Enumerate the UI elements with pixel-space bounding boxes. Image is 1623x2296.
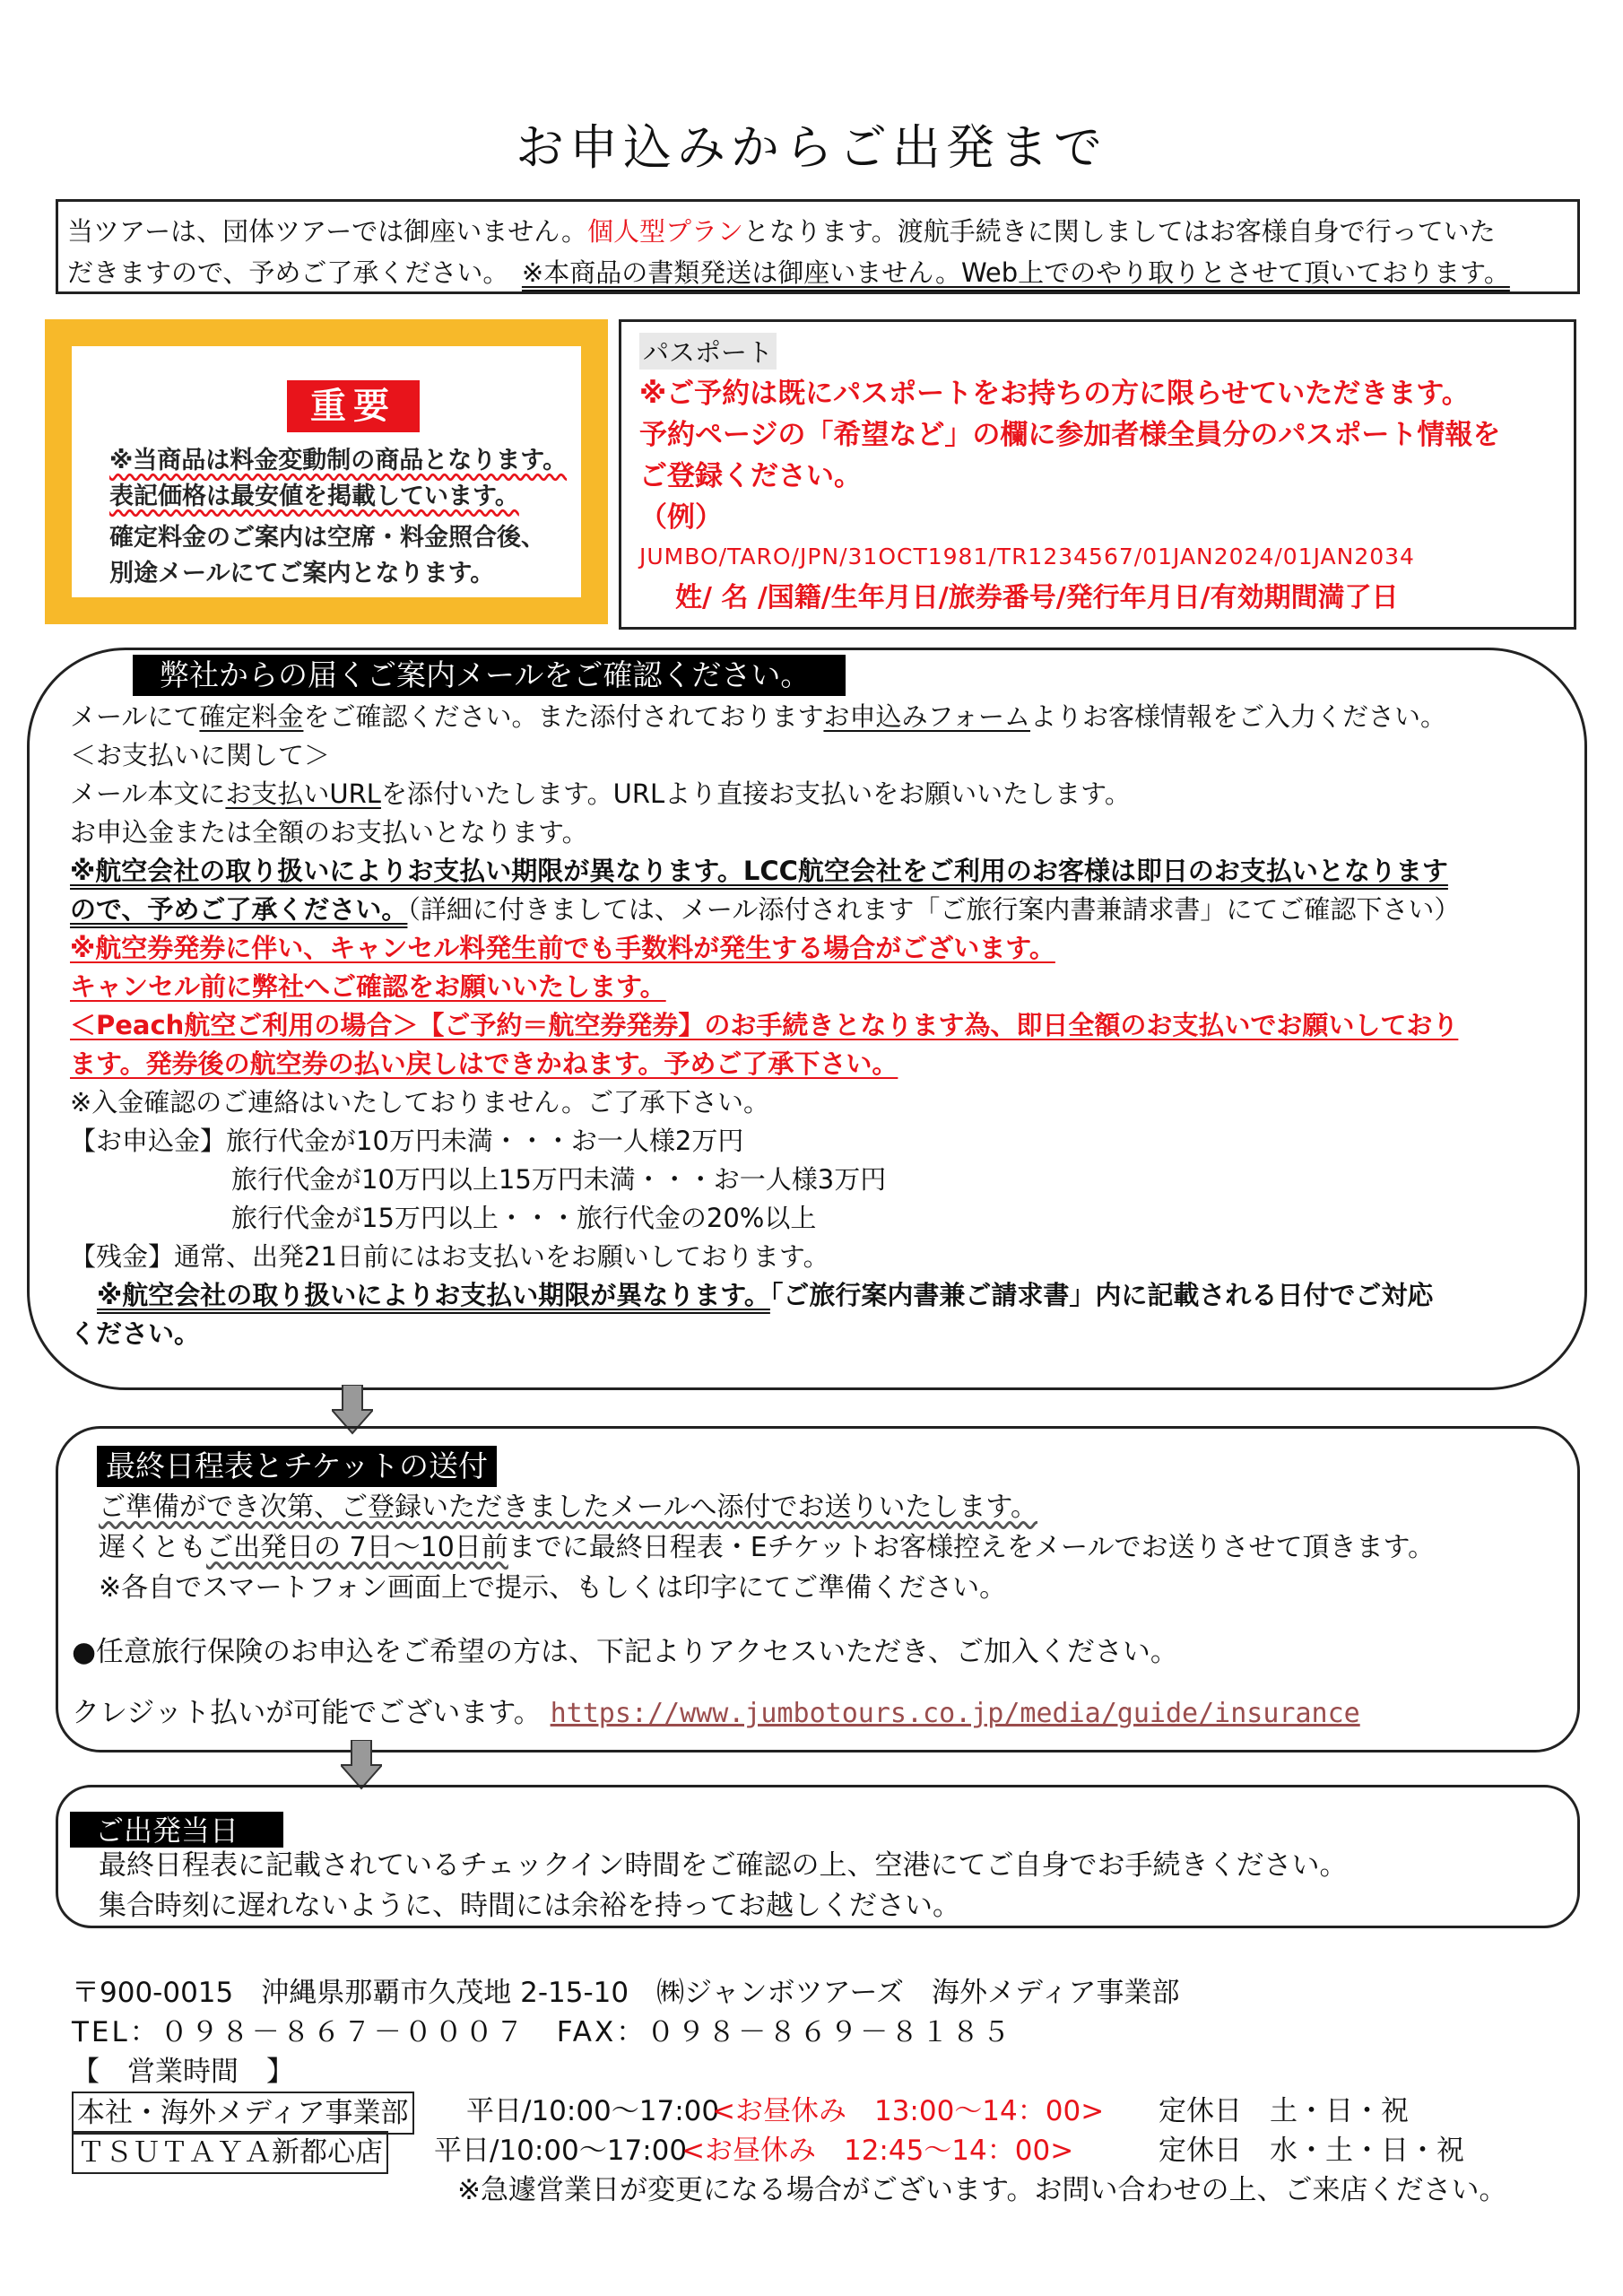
down-arrow-icon [341, 1740, 382, 1790]
mail-text: ※入金確認のご連絡はいたしておりません。ご了承下さい。 [70, 1087, 770, 1118]
page-title: お申込みからご出発まで [516, 119, 1107, 176]
ticket-body [99, 1487, 1569, 1608]
hours-heading: 【 営業時間 】 [72, 2056, 294, 2088]
no-document-notice: ※本商品の書類発送は御座いません。Web上でのやり取りとさせて頂いております。 [521, 257, 1510, 288]
mail-text: お申込金または全額のお支払いとなります。 [70, 817, 588, 848]
passport-legend: 姓/ 名 /国籍/生年月日/旅券番号/発行年月日/有効期間満了日 [675, 582, 1399, 613]
office-row [72, 2131, 1596, 2170]
airline-payment-notice: ので、予めご了承ください。 [70, 894, 408, 925]
ticket-text: までに最終日程表・Eチケットお客様控えをメールでお送りさせて頂きます。 [508, 1532, 1436, 1563]
insurance-line: ●任意旅行保険のお申込をご希望の方は、下記よりアクセスいただき、ご加入ください。 [72, 1636, 1178, 1668]
deadline-text: ご出発日の 7日～10日前 [206, 1532, 508, 1563]
mail-text: （詳細に付きましては、メール添付されます「ご旅行案内書兼請求書」にてご確認下さい） [407, 894, 1461, 925]
mail-body [70, 698, 1541, 1353]
peach-notice: ＜Peach航空ご利用の場合＞【ご予約＝航空券発券】のお手続きとなります為、即日全額のお支払いでお願いしており [70, 1010, 1459, 1040]
mail-text: ください。 [70, 1318, 201, 1349]
important-line: ※当商品は料金変動制の商品となります。 [109, 447, 568, 474]
office-hours: 平日/10:00～17:00 [466, 2095, 720, 2127]
deposit-line: 旅行代金が10万円以上15万円未満・・・お一人様3万円 [231, 1164, 887, 1195]
office-name: ＴＳＵＴＡＹＡ新都心店 [72, 2131, 388, 2174]
passport-line: 予約ページの「希望など」の欄に参加者様全員分のパスポート情報を [639, 419, 1501, 451]
important-panel [72, 346, 581, 597]
company-footer [72, 1973, 1596, 2210]
passport-body [639, 373, 1556, 538]
intro-text: となります。渡航手続きに関しましてはお客様自身で行っていた [743, 216, 1496, 247]
mail-text: 「ご旅行案内書兼ご請求書」内に記載される日付でご対応 [769, 1280, 1434, 1310]
cancel-fee-notice: ※航空券発券に伴い、キャンセル料発生前でも手数料が発生する場合がございます。 [70, 933, 1055, 963]
closed-days: 定休日 水・土・日・祝 [1159, 2135, 1464, 2167]
passport-example: JUMBO/TARO/JPN/31OCT1981/TR1234567/01JAN2024/01JAN2034 [639, 544, 1415, 570]
intro-text: 当ツアーは、団体ツアーでは御座いません。 [67, 216, 588, 247]
passport-notice [619, 319, 1576, 630]
departure-line: 集合時刻に遅れないように、時間には余裕を持ってお越しください。 [99, 1890, 960, 1922]
intro-notice [56, 199, 1580, 294]
mail-text: よりお客様情報をご入力ください。 [1030, 701, 1447, 732]
passport-line: ※ご予約は既にパスポートをお持ちの方に限らせていただきます。 [639, 378, 1470, 410]
important-line: 表記価格は最安値を掲載しています。 [109, 483, 519, 510]
departure-line: 最終日程表に記載されているチェックイン時間をご確認の上、空港にてご自身でお手続きください。 [99, 1849, 1348, 1882]
insurance-info [72, 1622, 1578, 1744]
passport-line: （例） [639, 501, 723, 534]
ticket-text: 遅くとも [99, 1532, 206, 1563]
lunch-break: <お昼休み 13:00～14：00> [712, 2095, 1105, 2127]
mail-heading: 弊社からの届くご案内メールをご確認ください。 [133, 655, 846, 696]
mail-text: メールにて [70, 701, 200, 732]
airline-payment-notice: ※航空会社の取り扱いによりお支払い期限が異なります。LCC航空会社をご利用のお客様は即日のお支払いとなります [70, 856, 1448, 886]
departure-body [99, 1846, 1569, 1926]
peach-notice: ます。発券後の航空券の払い戻しはできかねます。予めご了承下さい。 [70, 1048, 898, 1079]
phone-fax: TEL：０９８－８６７－０００７ FAX：０９８－８６９－８１８５ [72, 2016, 1013, 2048]
important-badge: 重要 [287, 380, 420, 432]
passport-line: ご登録ください。 [639, 460, 862, 492]
insurance-line: クレジット払いが可能でございます。 [72, 1697, 542, 1729]
insurance-link[interactable]: https://www.jumbotours.co.jp/media/guide/insurance [550, 1698, 1360, 1729]
office-name: 本社・海外メディア事業部 [72, 2092, 414, 2135]
payment-url-text: お支払いURL [225, 778, 381, 809]
address: 〒900-0015 沖縄県那覇市久茂地 2-15-10 ㈱ジャンボツアーズ 海外メディア事業部 [72, 1977, 1180, 2009]
mail-text: をご確認ください。また添付されております [303, 701, 824, 732]
closed-days: 定休日 土・日・祝 [1159, 2095, 1409, 2127]
balance-line: 【残金】通常、出発21日前にはお支払いをお願いしております。 [70, 1241, 829, 1272]
important-notice [45, 319, 608, 624]
important-lines [109, 443, 594, 592]
airline-payment-notice: ※航空会社の取り扱いによりお支払い期限が異なります。 [97, 1280, 770, 1310]
office-row [72, 2092, 1596, 2131]
lunch-break: <お昼休み 12:45～14：00> [681, 2135, 1074, 2167]
application-form-text: お申込みフォーム [823, 701, 1031, 732]
departure-heading: ご出発当日 [70, 1812, 283, 1848]
hours-note: ※急遽営業日が変更になる場合がございます。お問い合わせの上、ご来店ください。 [457, 2174, 1507, 2206]
important-line: 確定料金のご案内は空席・料金照合後、 [109, 524, 545, 552]
ticket-line: ※各自でスマートフォン画面上で提示、もしくは印字にてご準備ください。 [99, 1572, 1007, 1604]
ticket-line: ご準備ができ次第、ご登録いただきましたメールへ添付でお送りいたします。 [99, 1492, 1037, 1523]
ticket-heading: 最終日程表とチケットの送付 [97, 1446, 497, 1487]
passport-heading: パスポート [639, 333, 777, 370]
deposit-line: 【お申込金】旅行代金が10万円未満・・・お一人様2万円 [70, 1126, 744, 1156]
deposit-line: 旅行代金が15万円以上・・・旅行代金の20%以上 [231, 1203, 817, 1233]
payment-heading: ＜お支払いに関して＞ [70, 740, 331, 770]
mail-text: メール本文に [70, 778, 226, 809]
intro-text: だきますので、予めご了承ください。 [67, 257, 522, 288]
cancel-fee-notice: キャンセル前に弊社へご確認をお願いいたします。 [70, 971, 666, 1002]
office-hours: 平日/10:00～17:00 [434, 2135, 688, 2167]
important-line: 別途メールにてご案内となります。 [109, 560, 495, 587]
individual-plan-text: 個人型プラン [587, 216, 744, 247]
mail-text: を添付いたします。URLより直接お支払いをお願いいたします。 [380, 778, 1131, 809]
confirmed-fare-text: 確定料金 [199, 701, 304, 732]
